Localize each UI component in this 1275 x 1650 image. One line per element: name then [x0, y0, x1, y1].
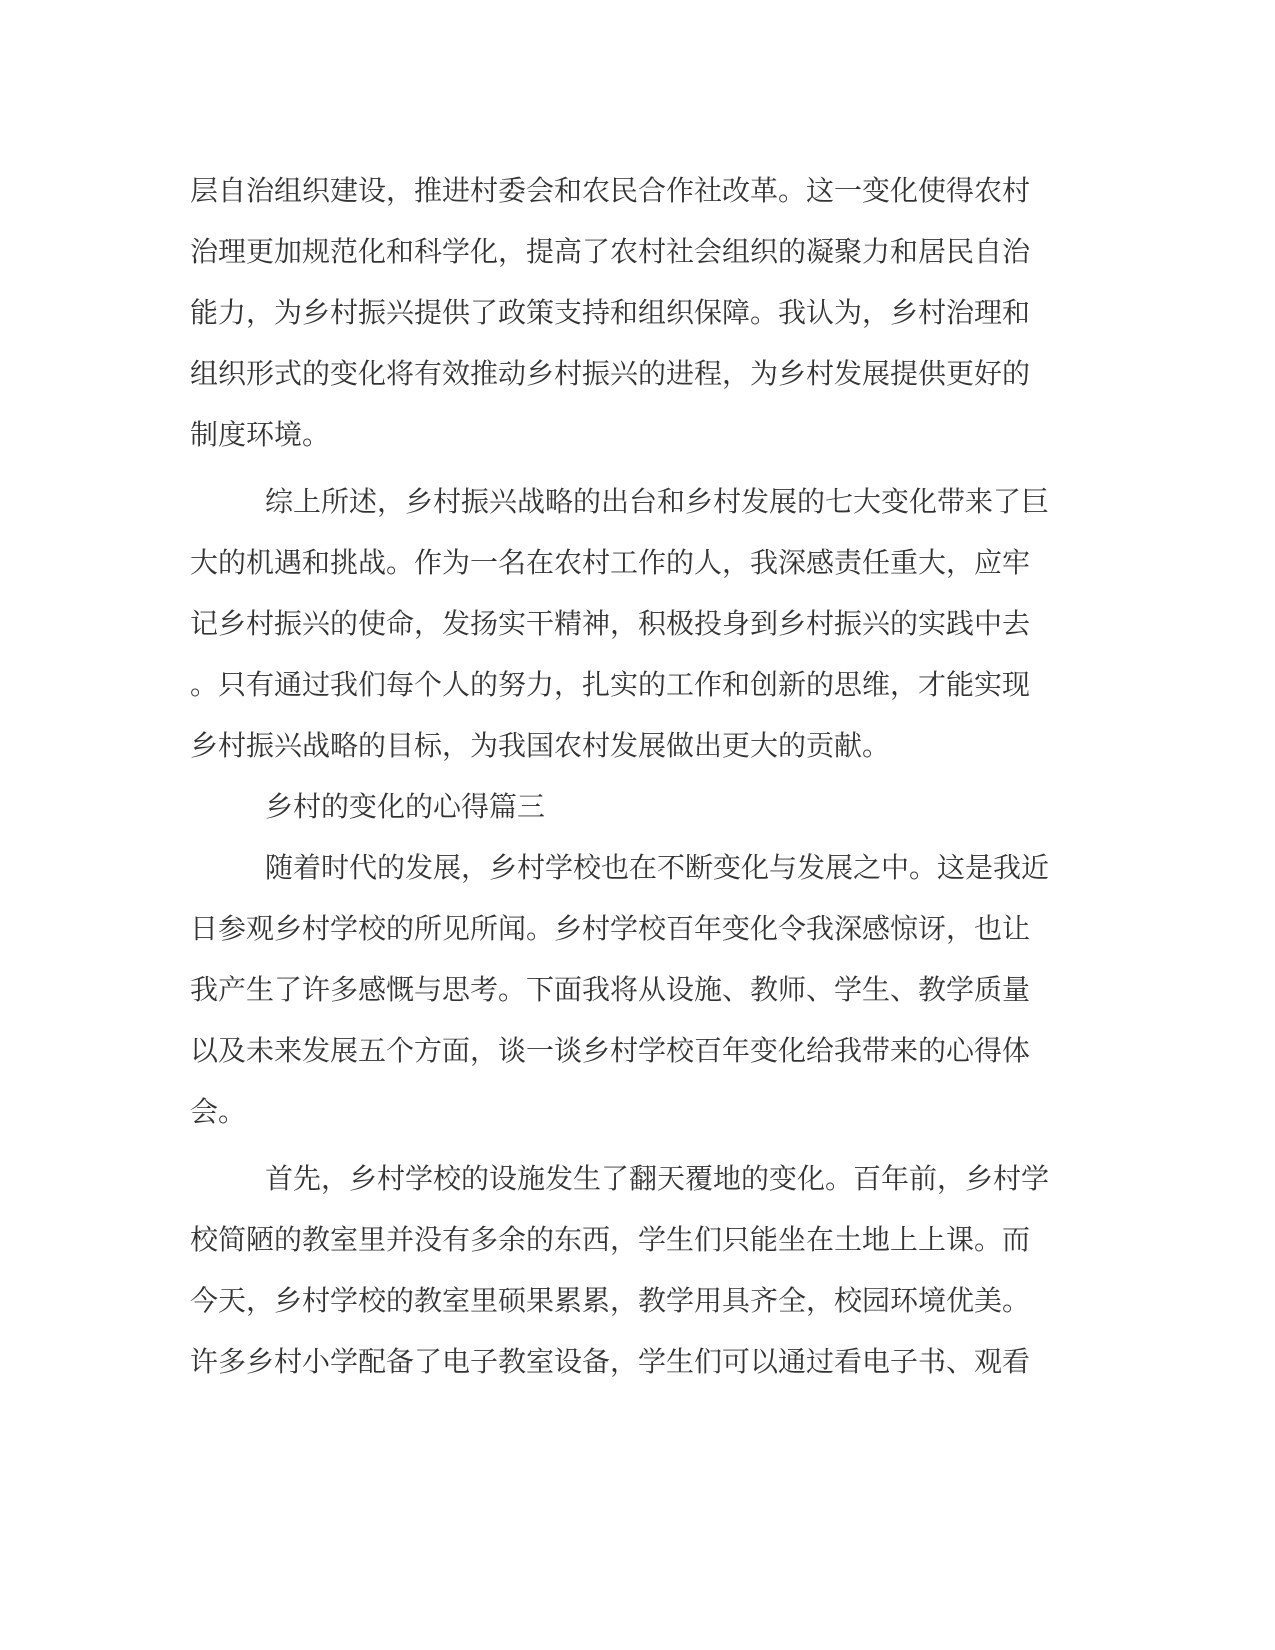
text-line: 大的机遇和挑战。作为一名在农村工作的人，我深感责任重大，应牢	[190, 546, 1031, 579]
text-line: 我产生了许多感慨与思考。下面我将从设施、教师、学生、教学质量	[190, 973, 1031, 1006]
text-line: 今天，乡村学校的教室里硕果累累，教学用具齐全，校园环境优美。	[190, 1284, 1031, 1317]
section-heading: 乡村的变化的心得篇三	[265, 790, 546, 823]
text-line: 许多乡村小学配备了电子教室设备，学生们可以通过看电子书、观看	[190, 1345, 1031, 1378]
document-body	[190, 160, 1080, 1392]
text-line: 。只有通过我们每个人的努力，扎实的工作和创新的思维，才能实现	[190, 668, 1031, 701]
text-line: 组织形式的变化将有效推动乡村振兴的进程，为乡村发展提供更好的	[190, 357, 1031, 390]
text-line: 层自治组织建设，推进村委会和农民合作社改革。这一变化使得农村	[190, 174, 1031, 207]
text-line: 能力，为乡村振兴提供了政策支持和组织保障。我认为，乡村治理和	[190, 296, 1031, 329]
text-line: 记乡村振兴的使命，发扬实干精神，积极投身到乡村振兴的实践中去	[190, 607, 1031, 640]
text-line: 首先，乡村学校的设施发生了翻天覆地的变化。百年前，乡村学	[265, 1162, 1050, 1195]
text-line: 以及未来发展五个方面，谈一谈乡村学校百年变化给我带来的心得体	[190, 1034, 1031, 1067]
text-line: 综上所述，乡村振兴战略的出台和乡村发展的七大变化带来了巨	[265, 485, 1050, 518]
text-line: 乡村振兴战略的目标，为我国农村发展做出更大的贡献。	[190, 729, 891, 762]
text-line: 日参观乡村学校的所见所闻。乡村学校百年变化令我深感惊讶，也让	[190, 912, 1031, 945]
text-line: 治理更加规范化和科学化，提高了农村社会组织的凝聚力和居民自治	[190, 235, 1031, 268]
text-line: 制度环境。	[190, 418, 331, 451]
text-line: 随着时代的发展，乡村学校也在不断变化与发展之中。这是我近	[265, 851, 1050, 884]
text-line: 校简陋的教室里并没有多余的东西，学生们只能坐在土地上上课。而	[190, 1223, 1031, 1256]
text-line: 会。	[190, 1095, 247, 1128]
